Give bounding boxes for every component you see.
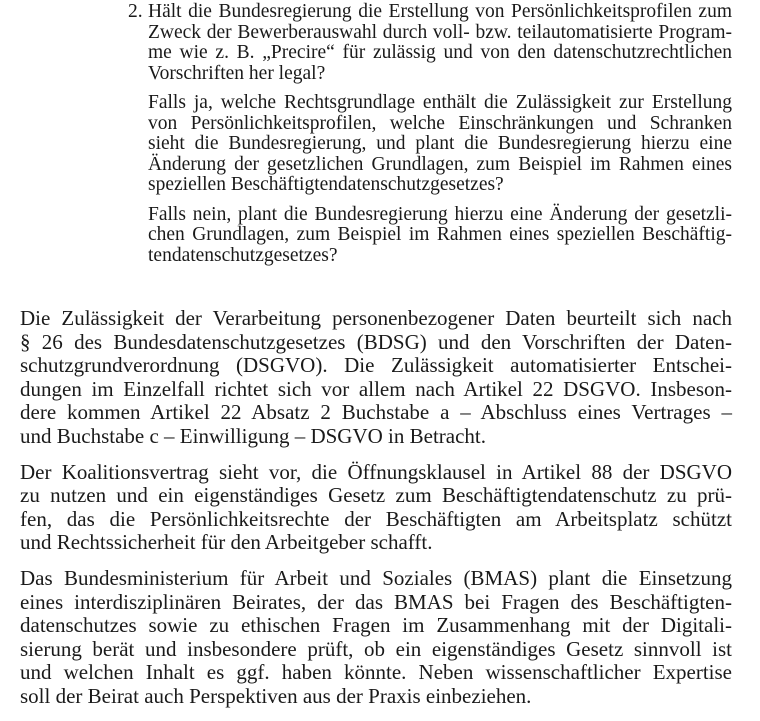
text-line: und welchen Inhalt es ggf. haben könnte. Neben wissenschaftlicher Expertise (20, 660, 732, 685)
text-line: Die Zulässigkeit der Verarbeitung personenbezogener Daten beurteilt sich nach (20, 306, 732, 330)
question-paragraph (148, 2, 732, 84)
text-line: Falls ja, welche Rechtsgrundlage enthält die Zulässigkeit zur Erstellung (148, 92, 732, 113)
answer-paragraph (20, 567, 732, 709)
text-line: und Rechtssicherheit für den Arbeitgeber schafft. (20, 530, 433, 555)
text-line: Der Koalitionsvertrag sieht vor, die Öffnungsklausel in Artikel 88 der DSGVO (20, 459, 732, 484)
text-line: Zweck der Bewerberauswahl durch voll- bzw. teilautomatisierte Program- (148, 21, 732, 43)
answer-body (20, 307, 732, 721)
text-line: fen, das die Persönlichkeitsrechte der Beschäftigten am Arbeitsplatz schützt (20, 506, 732, 531)
text-line: datenschutzes sowie zu ethischen Fragen im Zusammenhang mit der Digitali- (20, 613, 732, 638)
text-line: schutzgrundverordnung (DSGVO). Die Zulässigkeit automatisierter Entschei- (20, 353, 732, 378)
text-line: Änderung der gesetzlichen Grundlagen, zum Beispiel im Rahmen eines (148, 153, 732, 175)
question-body (148, 2, 732, 266)
text-line: me wie z. B. „Precire“ für zulässig und von den datenschutzrechtlichen (148, 42, 732, 63)
text-line: soll der Beirat auch Perspektiven aus der Praxis einbeziehen. (20, 683, 532, 708)
question-paragraph (148, 93, 732, 196)
text-line: von Persönlichkeitsprofilen, welche Einschränkungen und Schranken (148, 112, 732, 134)
text-line: Das Bundesministerium für Arbeit und Soziales (BMAS) plant die Einsetzung (20, 565, 732, 590)
question-number: 2. (128, 1, 143, 22)
text-line: eines interdisziplinären Beirates, der das BMAS bei Fragen des Beschäftigten- (20, 589, 732, 614)
text-line: Vorschriften her legal? (148, 62, 326, 84)
text-line: speziellen Beschäftigtendatenschutzgesetzes? (148, 174, 504, 195)
text-line: Falls nein, plant die Bundesregierung hierzu eine Änderung der gesetzli- (148, 203, 732, 225)
text-line: zu nutzen und ein eigenständiges Gesetz zum Beschäftigtendatenschutz zu prü- (20, 483, 732, 508)
text-line: und Buchstabe c – Einwilligung – DSGVO in Betracht. (20, 423, 487, 448)
text-line: chen Grundlagen, zum Beispiel im Rahmen eines speziellen Beschäftig- (148, 224, 732, 245)
text-line: sierung berät und insbesondere prüft, ob ein eigenständiges Gesetz sinnvoll ist (20, 636, 732, 661)
text-line: dungen im Einzelfall richtet sich vor allem nach Artikel 22 DSGVO. Insbeson- (20, 376, 732, 401)
text-line: § 26 des Bundesdatenschutzgesetzes (BDSG) und den Vorschriften der Daten- (20, 329, 732, 354)
answer-paragraph (20, 461, 732, 555)
question-paragraph (148, 205, 732, 267)
answer-paragraph (20, 307, 732, 449)
text-line: sieht die Bundesregierung, und plant die Bundesregierung hierzu eine (148, 133, 732, 154)
text-line: Hält die Bundesregierung die Erstellung von Persönlichkeitsprofilen zum (148, 1, 732, 22)
text-line: tendatenschutzgesetzes? (148, 244, 338, 266)
text-line: dere kommen Artikel 22 Absatz 2 Buchstabe a – Abschluss eines Vertrages – (20, 400, 732, 425)
question-item (128, 2, 732, 275)
